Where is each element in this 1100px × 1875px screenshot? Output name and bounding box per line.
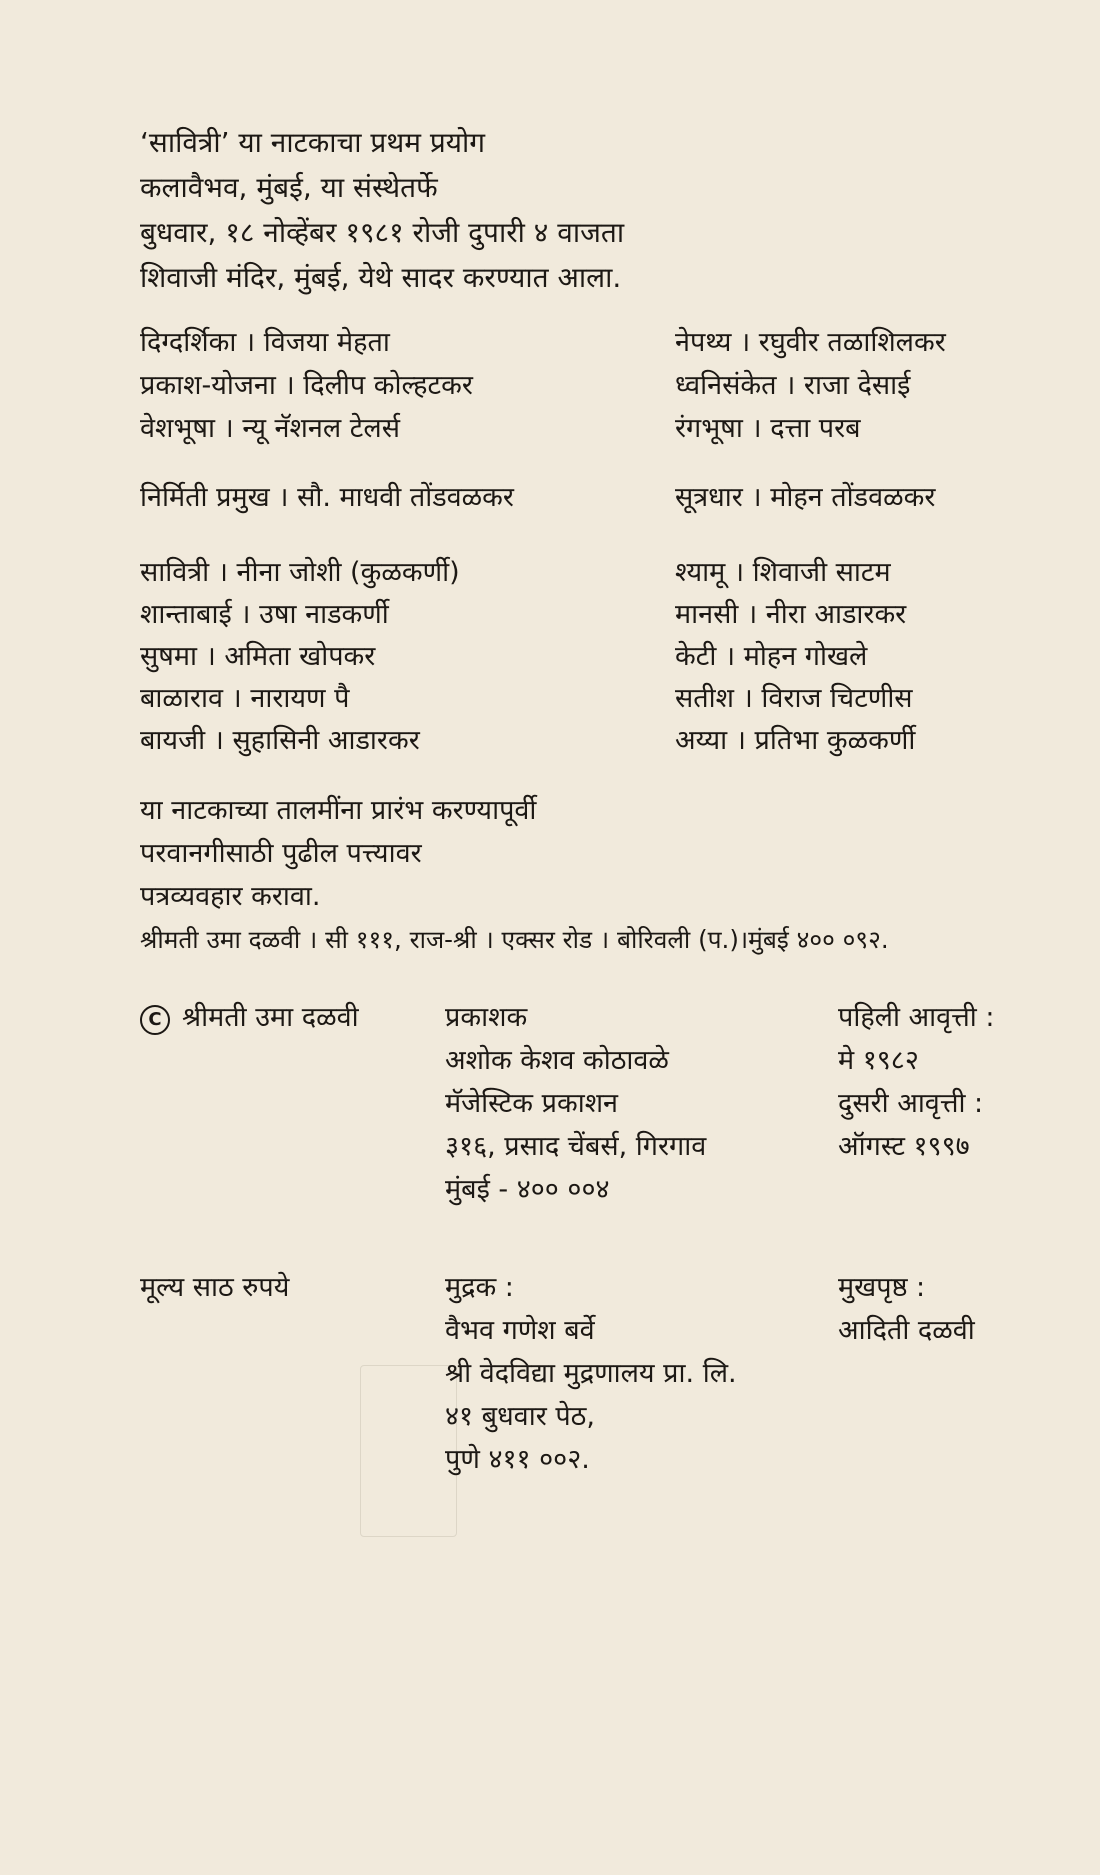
printer-press: श्री वेदविद्या मुद्रणालय प्रा. लि. [445, 1358, 737, 1389]
first-edition-date: मे १९८२ [838, 1045, 919, 1076]
premiere-line-1: ‘सावित्री’ या नाटकाचा प्रथम प्रयोग [140, 126, 486, 159]
copyright-holder: श्रीमती उमा दळवी [182, 1002, 359, 1033]
premiere-line-3: बुधवार, १८ नोव्हेंबर १९८१ रोजी दुपारी ४ वाजता [140, 216, 625, 249]
cast-left-5: बायजी । सुहासिनी आडारकर [140, 725, 420, 756]
cast-right-1: श्यामू । शिवाजी साटम [675, 557, 891, 588]
second-edition-date: ऑगस्ट १९९७ [838, 1131, 970, 1162]
crew-director: दिग्दर्शिका । विजया मेहता [140, 327, 390, 358]
publisher-city: मुंबई - ४०० ००४ [445, 1174, 610, 1205]
copyright-symbol-icon: C [140, 1005, 170, 1035]
cast-left-1: सावित्री । नीना जोशी (कुळकर्णी) [140, 557, 460, 588]
premiere-line-2: कलावैभव, मुंबई, या संस्थेतर्फे [140, 171, 438, 204]
crew-sutradhar: सूत्रधार । मोहन तोंडवळकर [675, 482, 936, 513]
publisher-name: अशोक केशव कोठावळे [445, 1045, 669, 1076]
crew-producer: निर्मिती प्रमुख । सौ. माधवी तोंडवळकर [140, 482, 514, 513]
first-edition-label: पहिली आवृत्ती : [838, 1002, 995, 1033]
cast-left-4: बाळाराव । नारायण पै [140, 683, 350, 714]
publisher-address: ३१६, प्रसाद चेंबर्स, गिरगाव [445, 1131, 707, 1162]
cover-label: मुखपृष्ठ : [838, 1272, 926, 1303]
cast-right-2: मानसी । नीरा आडारकर [675, 599, 907, 630]
cast-right-4: सतीश । विराज चिटणीस [675, 683, 913, 714]
printer-heading: मुद्रक : [445, 1272, 514, 1303]
publisher-house: मॅजेस्टिक प्रकाशन [445, 1088, 619, 1119]
premiere-line-4: शिवाजी मंदिर, मुंबई, येथे सादर करण्यात आला. [140, 261, 622, 294]
cast-right-5: अय्या । प्रतिभा कुळकर्णी [675, 725, 916, 756]
cover-artist: आदिती दळवी [838, 1315, 975, 1346]
crew-lighting: प्रकाश-योजना । दिलीप कोल्हटकर [140, 370, 473, 401]
crew-set: नेपथ्य । रघुवीर तळाशिलकर [675, 327, 946, 358]
cast-left-3: सुषमा । अमिता खोपकर [140, 641, 376, 672]
second-edition-label: दुसरी आवृत्ती : [838, 1088, 984, 1119]
faint-logo-impression [360, 1365, 457, 1537]
printer-street: ४१ बुधवार पेठ, [445, 1401, 595, 1432]
crew-costume: वेशभूषा । न्यू नॅशनल टेलर्स [140, 413, 400, 444]
crew-makeup: रंगभूषा । दत्ता परब [675, 413, 861, 444]
price: मूल्य साठ रुपये [140, 1272, 290, 1303]
permission-line-1: या नाटकाच्या तालमींना प्रारंभ करण्यापूर्वी [140, 795, 537, 826]
permission-line-2: परवानगीसाठी पुढील पत्त्यावर [140, 838, 422, 869]
cast-right-3: केटी । मोहन गोखले [675, 641, 868, 672]
publisher-heading: प्रकाशक [445, 1002, 528, 1033]
crew-sound: ध्वनिसंकेत । राजा देसाई [675, 370, 911, 401]
printer-city: पुणे ४११ ००२. [445, 1444, 590, 1475]
permission-address: श्रीमती उमा दळवी । सी १११, राज-श्री । एक्सर रोड । बोरिवली (प.)।मुंबई ४०० ०९२. [140, 925, 889, 954]
printer-name: वैभव गणेश बर्वे [445, 1315, 595, 1346]
cast-left-2: शान्ताबाई । उषा नाडकर्णी [140, 599, 389, 630]
permission-line-3: पत्रव्यवहार करावा. [140, 881, 321, 912]
copyright-line [140, 1000, 359, 1036]
